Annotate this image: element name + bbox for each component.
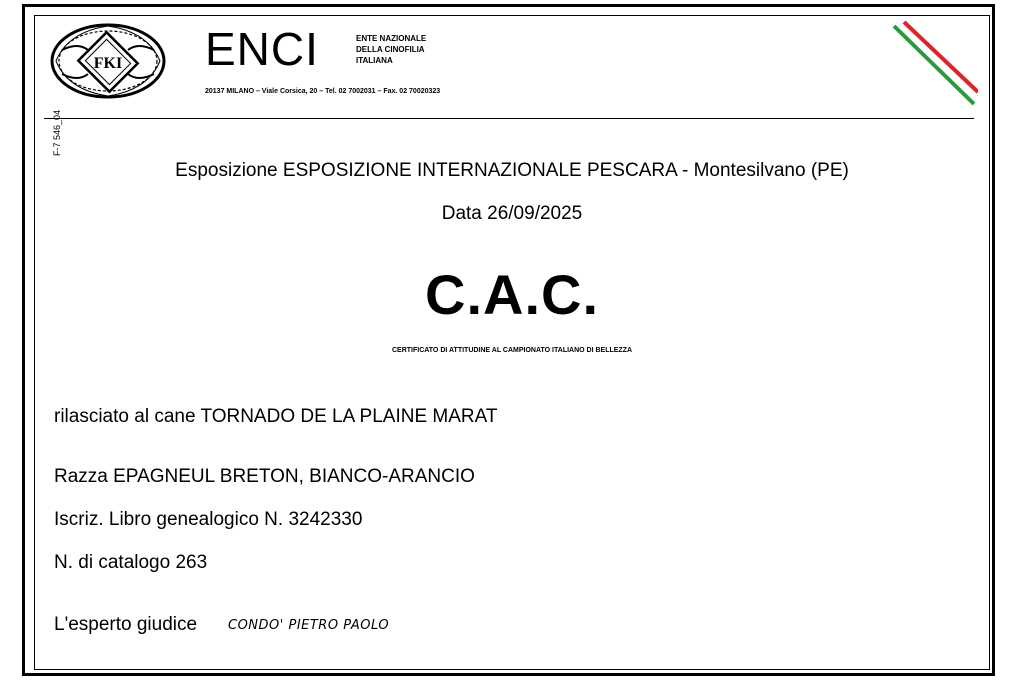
- form-code: F-7 546_04: [52, 109, 62, 156]
- enci-seal-logo: [48, 20, 168, 102]
- organization-address: 20137 MILANO – Viale Corsica, 20 – Tel. 02 7002031 – Fax. 02 70020323: [205, 88, 441, 95]
- italian-flag-stripes: [890, 20, 978, 106]
- org-line: ENTE NAZIONALE: [356, 34, 427, 43]
- header-divider: [44, 118, 974, 119]
- svg-text:FKI: FKI: [93, 55, 123, 72]
- org-line: ITALIANA: [356, 56, 393, 65]
- registry-number: Iscriz. Libro genealogico N. 3242330: [54, 509, 363, 530]
- organization-name: [356, 33, 426, 66]
- judge-label: L'esperto giudice: [54, 614, 198, 635]
- certificate-title: C.A.C.: [425, 263, 599, 326]
- exhibition-date: Data 26/09/2025: [441, 203, 583, 224]
- judge-name: CONDO' PIETRO PAOLO: [228, 618, 390, 633]
- dog-breed: Razza EPAGNEUL BRETON, BIANCO-ARANCIO: [54, 466, 475, 487]
- catalog-number: N. di catalogo 263: [54, 552, 208, 573]
- certificate-subtitle: CERTIFICATO DI ATTITUDINE AL CAMPIONATO ITALIANO DI BELLEZZA: [391, 347, 633, 354]
- dog-name: rilasciato al cane TORNADO DE LA PLAINE MARAT: [54, 406, 498, 427]
- org-line: DELLA CINOFILIA: [356, 45, 425, 54]
- brand-name: ENCI: [205, 23, 319, 75]
- exhibition-name: Esposizione ESPOSIZIONE INTERNAZIONALE PESCARA - Montesilvano (PE): [175, 160, 849, 181]
